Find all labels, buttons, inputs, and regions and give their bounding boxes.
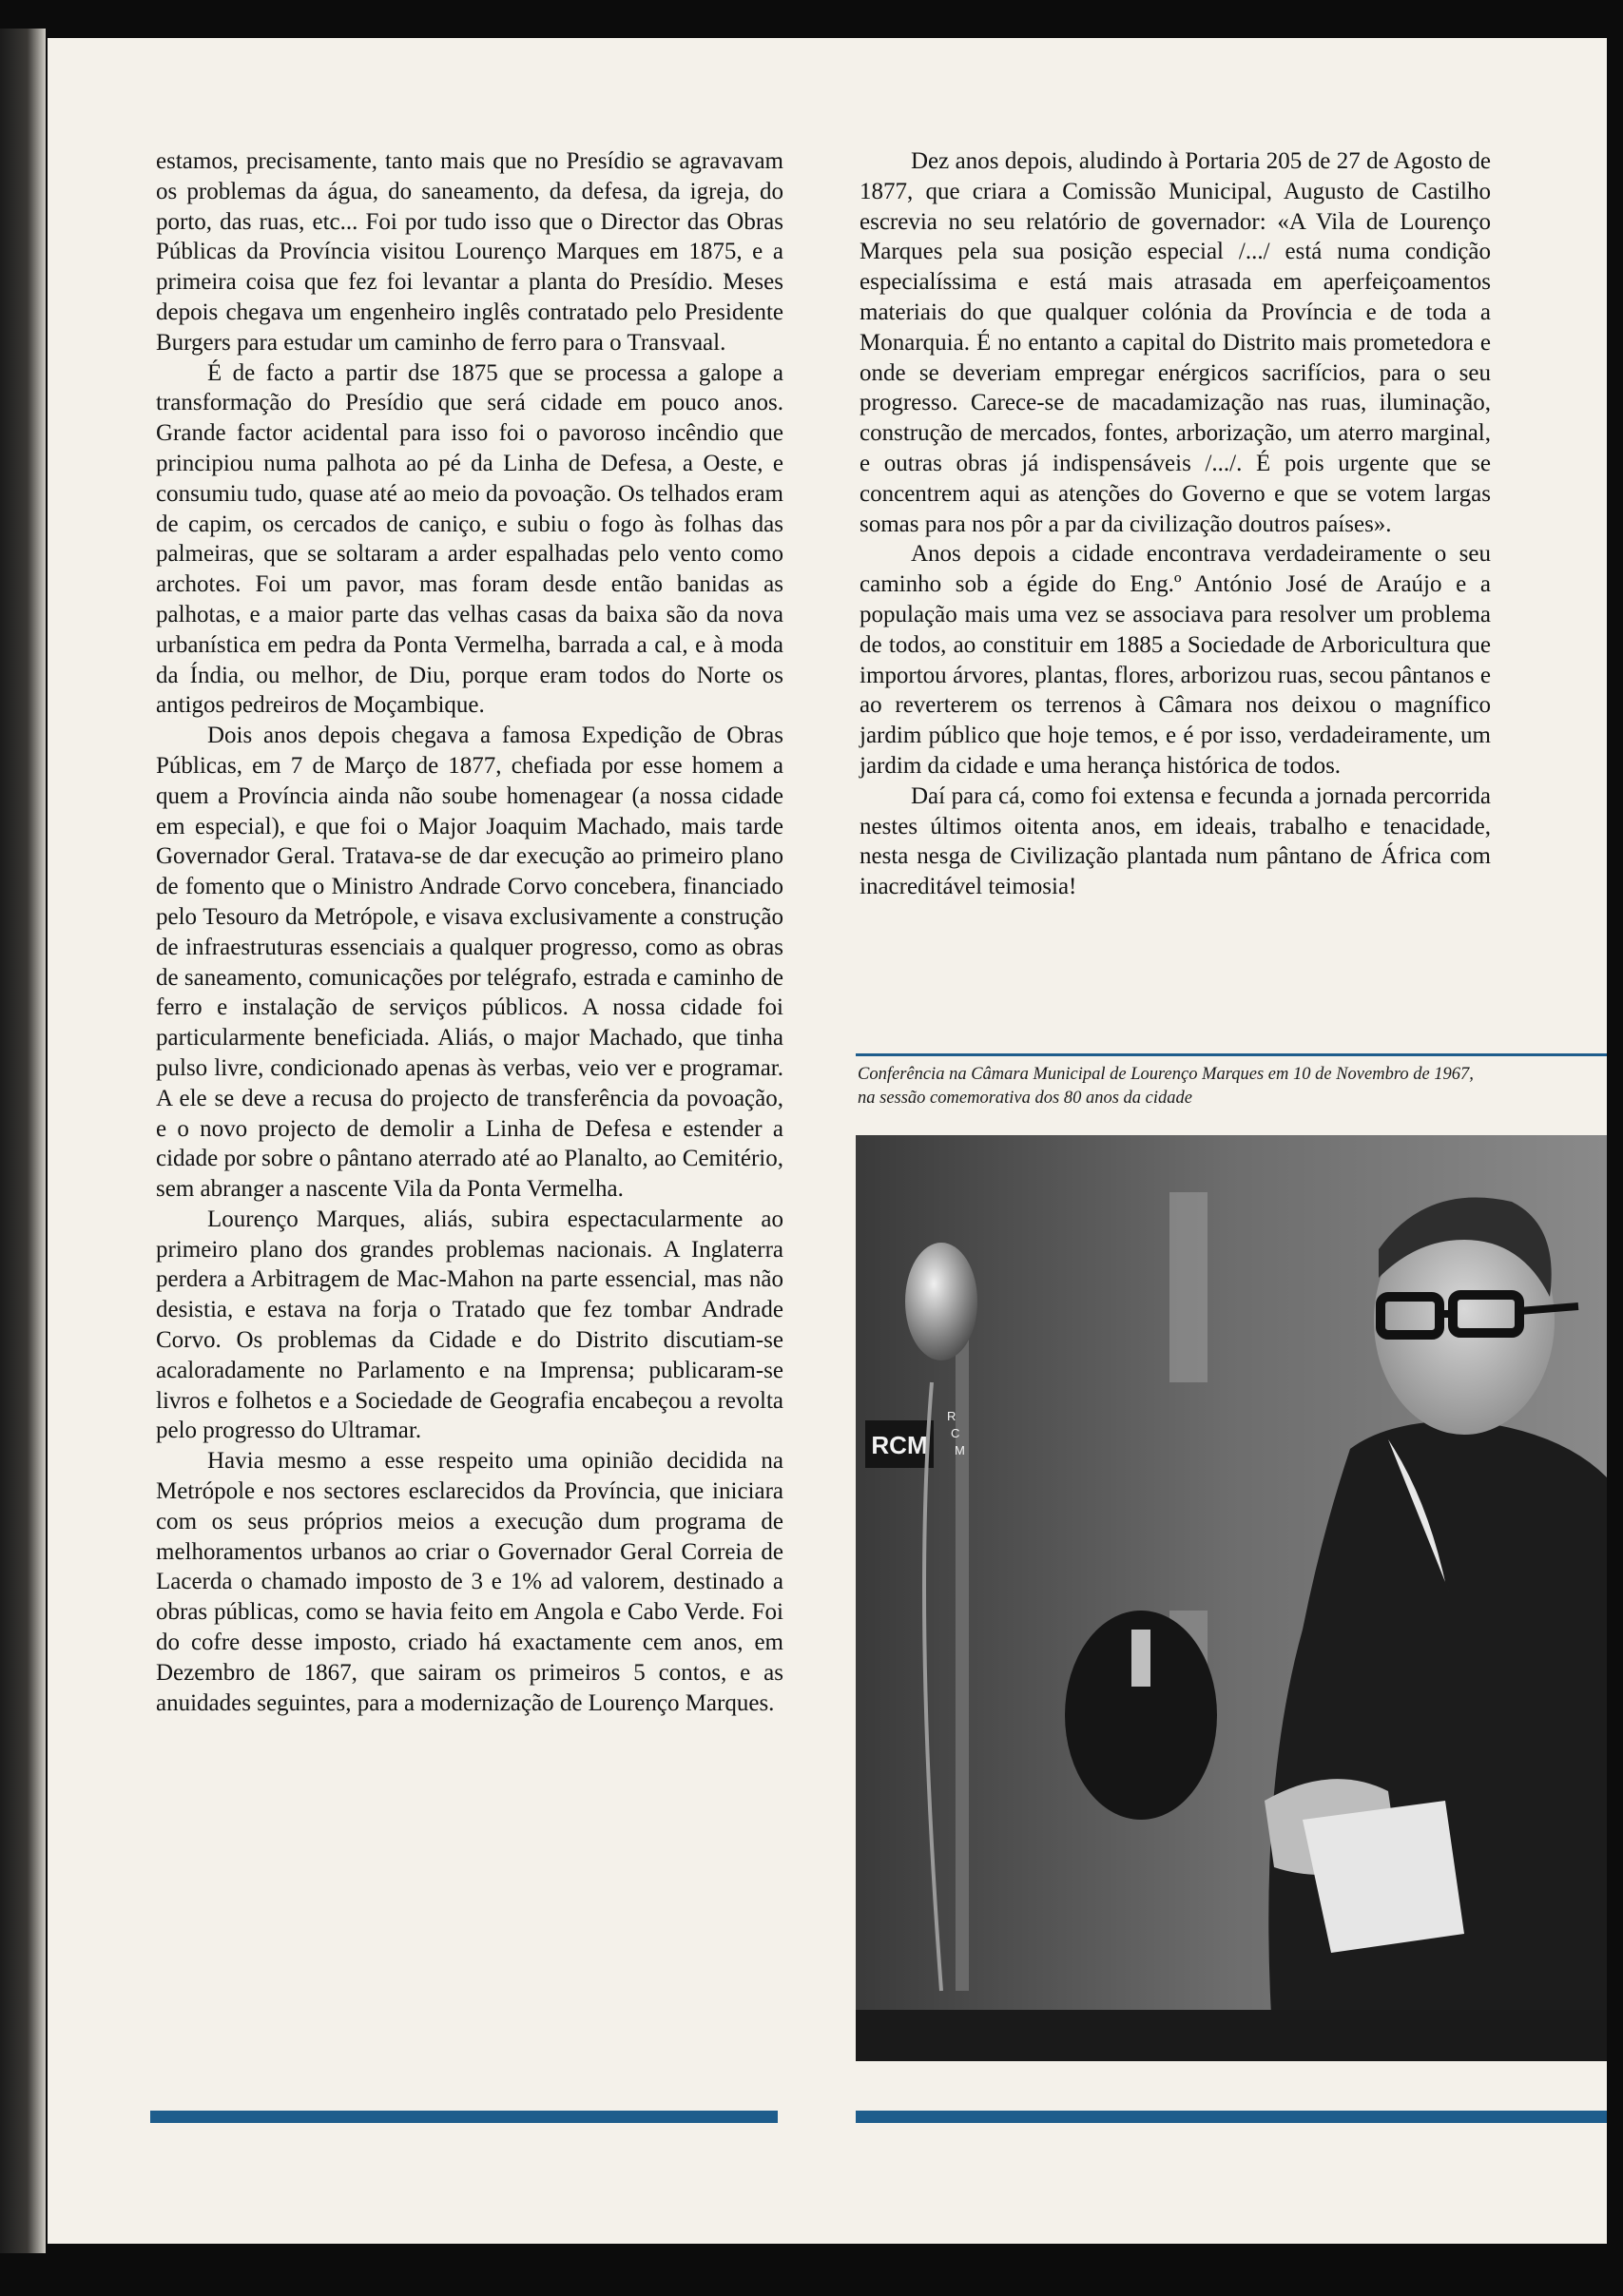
right-text-column xyxy=(860,146,1491,902)
lectern-top xyxy=(856,2010,1607,2061)
microphone-stand xyxy=(956,1325,969,1991)
microphone-badge-text: RCM xyxy=(871,1431,928,1459)
lamp-neck xyxy=(1131,1630,1150,1687)
microphone-letter: C xyxy=(951,1426,960,1440)
wall-sconce xyxy=(1169,1192,1208,1382)
paragraph: Havia mesmo a esse respeito uma opinião decidida na Metrópole e nos sectores esclarecidos da Província, que iniciara com os seus próprios meios a execução dum programa de melhoramentos urbanos ao criar o Governador Geral Correia de Lacerda o chamado imposto de 3 e 1% ad valorem, destinado a obras públicas, como se havia feito em Angola e Cabo Verde. Foi do cofre desse imposto, criado há exactamente cem anos, em Dezembro de 1867, que sairam os primeiros 5 contos, e as anuidades seguintes, para a modernização de Lourenço Marques. xyxy=(156,1448,783,1716)
photo-caption: Conferência na Câmara Municipal de Lourenço Marques em 10 de Novembro de 1967, na sessão comemorativa dos 80 anos da cidade xyxy=(858,1065,1474,1108)
paragraph: É de facto a partir dse 1875 que se processa a galope a transformação do Presídio que será cidade em pouco anos. Grande factor acidental para isso foi o pavoroso incêndio que principiou numa palhota ao pé da Linha de Defesa, a Oeste, e consumiu tudo, quase até ao meio da povoação. Os telhados eram de capim, os cercados de caniço, e subiu o fogo às folhas das palmeiras, que se soltaram a arder espalhadas pelo vento como archotes. Foi um pavor, mas foram desde então banidas as palhotas, e a maior parte das velhas casas da baixa são da nova urbanística em pedra da Ponta Vermelha, barrada a cal, e à moda da Índia, ou melhor, de Diu, porque eram todos do Norte os antigos pedreiros de Moçambique. xyxy=(156,359,783,719)
paragraph: Daí para cá, como foi extensa e fecunda a jornada percorrida nestes últimos oitenta anos, em ideais, trabalho e tenacidade, nesta nesga de Civilização plantada num pântano de África com inacreditável teimosia! xyxy=(860,782,1491,900)
page-spine xyxy=(0,29,46,2253)
glasses-arm xyxy=(1519,1306,1578,1311)
paragraph: Dez anos depois, aludindo à Portaria 205 de 27 de Agosto de 1877, que criara a Comissão Municipal, Augusto de Castilho escrevia no seu relatório de governador: «A Vila de Lourenço Marques pela sua posição especial /.../ está numa condição especialíssima e está mais atrasada em aperfeiçoamentos materiais do que qualquer colónia da Província e de toda a Monarquia. É no entanto a capital do Distrito mais prometedora e onde se deveriam empregar enérgicos sacrifícios, para o seu progresso. Carece-se de macadamização nas ruas, iluminação, construção de mercados, fontes, arborização, um aterro marginal, e outras obras já indispensáveis /.../. É pois urgente que se concentrem aqui as atenções do Governo e que se votem largas somas para nos pôr a par da civilização doutros países». xyxy=(860,148,1491,537)
speech-papers xyxy=(1303,1801,1464,1953)
microphone-letter: R xyxy=(947,1409,956,1423)
footer-rule-right xyxy=(856,2111,1607,2123)
caption-divider xyxy=(856,1053,1607,1056)
photo-illustration xyxy=(856,1135,1607,2061)
left-text-column xyxy=(156,146,783,1718)
speaker-photo xyxy=(856,1135,1607,2061)
paragraph: Dois anos depois chegava a famosa Expedição de Obras Públicas, em 7 de Março de 1877, chefiada por esse homem a quem a Província ainda não soube homenagear (a nossa cidade em especial), e que foi o Major Joaquim Machado, mais tarde Governador Geral. Tratava-se de dar execução ao primeiro plano de fomento que o Ministro Andrade Corvo concebera, financiado pelo Tesouro da Metrópole, e visava exclusivamente a construção de infraestruturas essenciais a qualquer progresso, como as obras de saneamento, comunicações por telégrafo, estrada e caminho de ferro e instalação de serviços públicos. A nossa cidade foi particularmente beneficiada. Aliás, o major Machado, que tinha pulso livre, condicionado apenas às verbas, veio ver e programar. A ele se deve a recusa do projecto de transferência da povoação, e o novo projecto de demolir a Linha de Defesa e estender a cidade por sobre o pântano aterrado até ao Planalto, ao Cemitério, sem abranger a nascente Vila da Ponta Vermelha. xyxy=(156,723,783,1203)
microphone-head xyxy=(905,1243,977,1360)
paragraph: estamos, precisamente, tanto mais que no Presídio se agravavam os problemas da água, do saneamento, da defesa, da igreja, do porto, das ruas, etc... Foi por tudo isso que o Director das Obras Públicas da Província visitou Lourenço Marques em 1875, e a primeira coisa que fez foi levantar a planta do Presídio. Meses depois chegava um engenheiro inglês contratado pelo Presidente Burgers para estudar um caminho de ferro para o Transvaal. xyxy=(156,148,783,356)
footer-rule-left xyxy=(150,2111,778,2123)
paragraph: Lourenço Marques, aliás, subira espectacularmente ao primeiro plano dos grandes problemas nacionais. A Inglaterra perdera a Arbitragem de Mac-Mahon na parte essencial, mas não desistia, e estava na forja o Tratado que fez tombar Andrade Corvo. Os problemas da Cidade e do Distrito discutiam-se acaloradamente no Parlamento e na Imprensa; publicaram-se livros e folhetos e a Sociedade de Geografia encabeçou a revolta pelo progresso do Ultramar. xyxy=(156,1206,783,1444)
paragraph: Anos depois a cidade encontrava verdadeiramente o seu caminho sob a égide do Eng.º António José de Araújo e a população mais uma vez se associava para resolver um problema de todos, ao constituir em 1885 a Sociedade de Arboricultura que importou árvores, plantas, flores, arborizou ruas, secou pântanos e ao reverterem os terrenos à Câmara nos deixou o magnífico jardim público que hoje temos, e é por isso, verdadeiramente, um jardim da cidade e uma herança histórica de todos. xyxy=(860,541,1491,779)
microphone-letter: M xyxy=(955,1443,965,1457)
